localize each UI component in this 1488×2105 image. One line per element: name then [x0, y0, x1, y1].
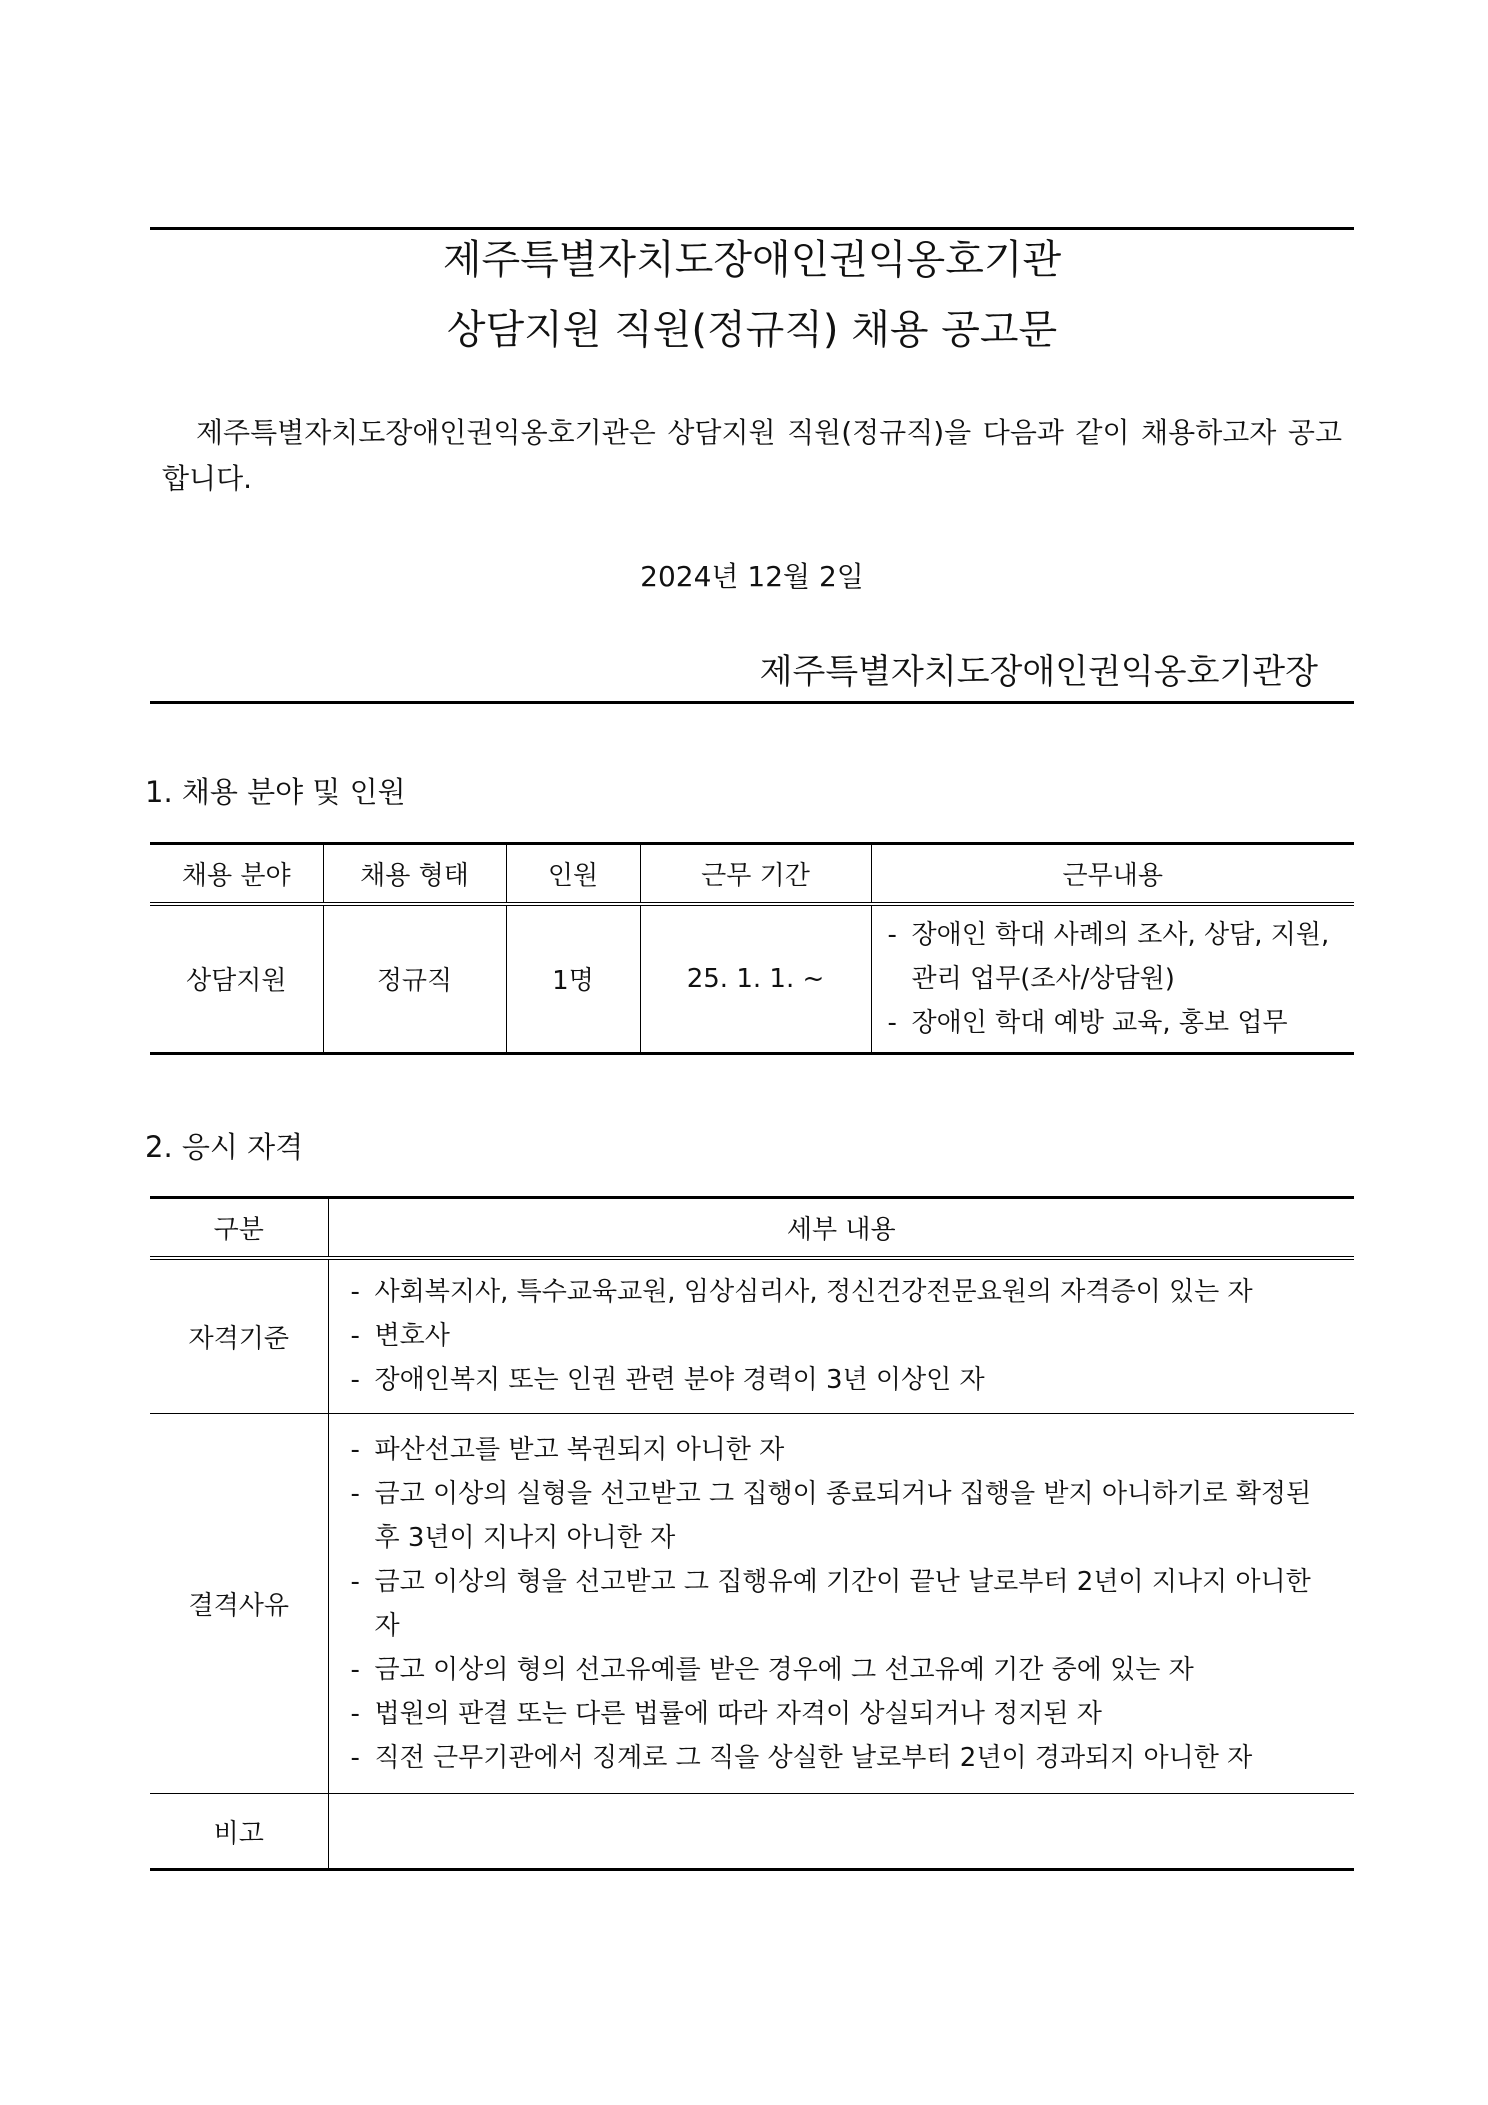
- cell-count: 1명: [506, 904, 640, 1054]
- list-item: - 법원의 판결 또는 다른 법률에 따라 자격이 상실되거나 정지된 자: [349, 1692, 1343, 1736]
- list-item: - 사회복지사, 특수교육교원, 임상심리사, 정신건강전문요원의 자격증이 있는 자: [349, 1270, 1343, 1314]
- table-header-row: [150, 844, 1354, 904]
- section-1-heading: 1. 채용 분야 및 인원: [145, 775, 406, 809]
- title-bottom-rule: [150, 701, 1354, 704]
- header-count: 인원: [506, 844, 640, 904]
- row-label-remarks: 비고: [150, 1794, 328, 1870]
- notice-date: 2024년 12월 2일: [640, 560, 864, 593]
- recruitment-field-table: [150, 842, 1354, 1055]
- header-type: 채용 형태: [323, 844, 506, 904]
- list-item: - 직전 근무기관에서 징계로 그 직을 상실한 날로부터 2년이 경과되지 아니한 자: [349, 1736, 1343, 1780]
- list-item: - 파산선고를 받고 복권되지 아니한 자: [349, 1428, 1343, 1472]
- list-item: - 장애인복지 또는 인권 관련 분야 경력이 3년 이상인 자: [349, 1358, 1343, 1402]
- row-details-qualification: [328, 1258, 1354, 1414]
- title-line-1: 제주특별자치도장애인권익옹호기관: [442, 237, 1062, 283]
- row-details-disqualification: [328, 1414, 1354, 1794]
- qualification-table: [150, 1196, 1354, 1871]
- title-top-rule: [150, 227, 1354, 230]
- table-row: [150, 1794, 1354, 1870]
- cell-period: 25. 1. 1. ~: [640, 904, 871, 1054]
- list-item: - 장애인 학대 사례의 조사, 상담, 지원, 관리 업무(조사/상담원): [886, 913, 1343, 1001]
- header-category: 구분: [150, 1198, 328, 1258]
- list-item: - 금고 이상의 실형을 선고받고 그 집행이 종료되거나 집행을 받지 아니하기로 확정된 후 3년이 지나지 아니한 자: [349, 1472, 1343, 1560]
- row-details-remarks: [328, 1794, 1354, 1870]
- table-row: [150, 1258, 1354, 1414]
- header-field: 채용 분야: [150, 844, 323, 904]
- row-label-qualification: 자격기준: [150, 1258, 328, 1414]
- header-duties: 근무내용: [871, 844, 1354, 904]
- cell-type: 정규직: [323, 904, 506, 1054]
- table-row: [150, 1414, 1354, 1794]
- list-item: - 장애인 학대 예방 교육, 홍보 업무: [886, 1001, 1343, 1045]
- row-label-disqualification: 결격사유: [150, 1414, 328, 1794]
- table-row: [150, 904, 1354, 1054]
- title-line-2: 상담지원 직원(정규직) 채용 공고문: [446, 307, 1058, 353]
- list-item: - 변호사: [349, 1314, 1343, 1358]
- cell-field: 상담지원: [150, 904, 323, 1054]
- intro-paragraph: 제주특별자치도장애인권익옹호기관은 상담지원 직원(정규직)을 다음과 같이 채용하고자 공고합니다.: [162, 416, 1342, 495]
- cell-duties: [871, 904, 1354, 1054]
- issuer-name: 제주특별자치도장애인권익옹호기관장: [759, 652, 1318, 692]
- header-period: 근무 기간: [640, 844, 871, 904]
- list-item: - 금고 이상의 형의 선고유예를 받은 경우에 그 선고유예 기간 중에 있는 자: [349, 1648, 1343, 1692]
- header-details: 세부 내용: [328, 1198, 1354, 1258]
- section-2-heading: 2. 응시 자격: [145, 1130, 304, 1164]
- table-header-row: [150, 1198, 1354, 1258]
- list-item: - 금고 이상의 형을 선고받고 그 집행유예 기간이 끝난 날로부터 2년이 지나지 아니한 자: [349, 1560, 1343, 1648]
